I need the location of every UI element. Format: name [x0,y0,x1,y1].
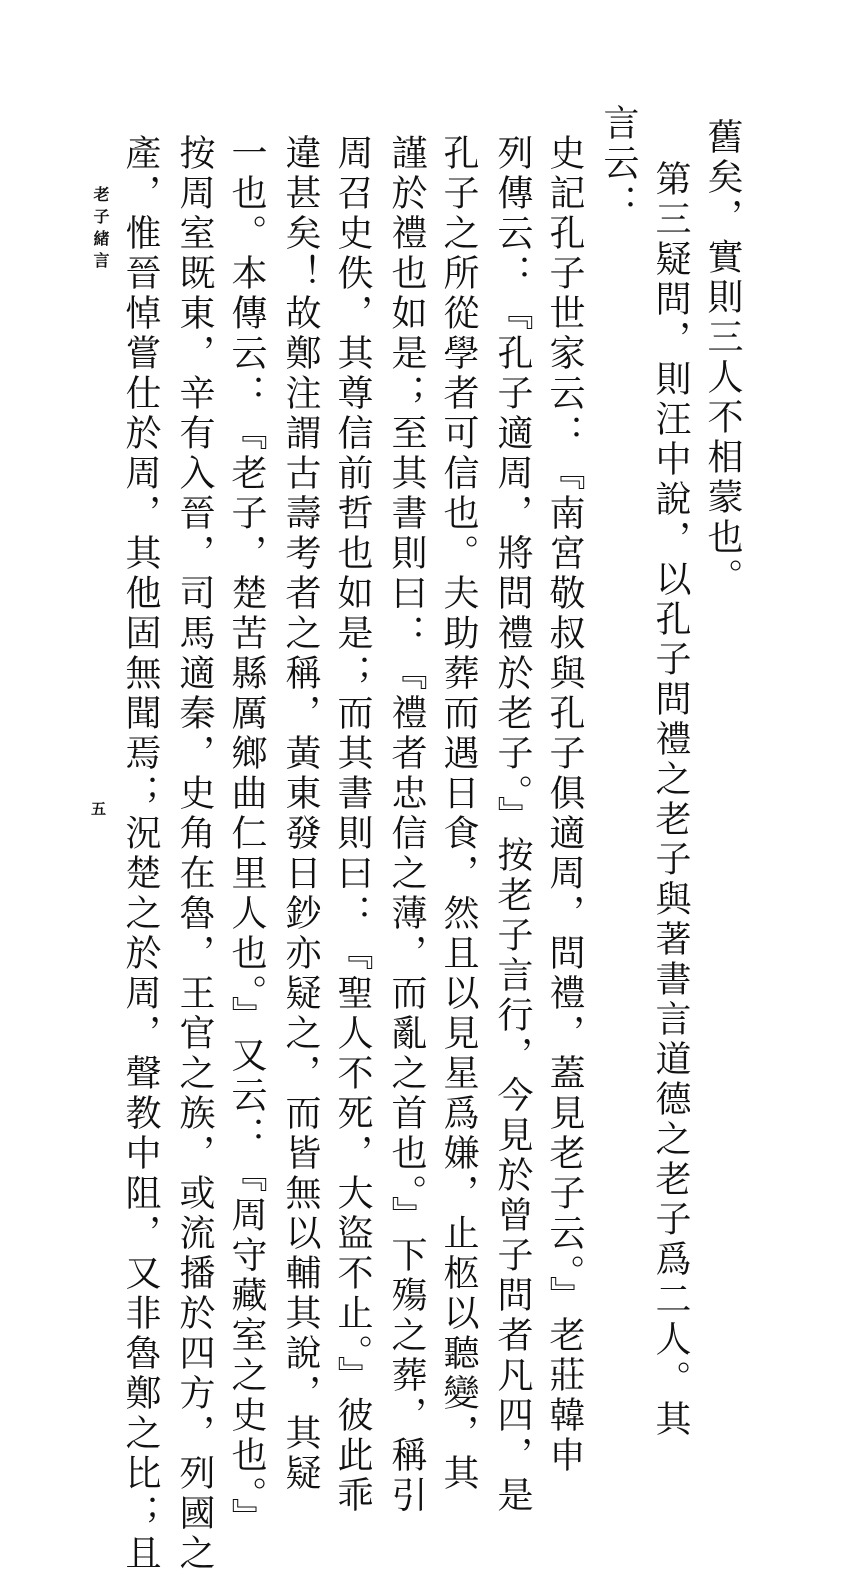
text-line-10: 一也。本傳云：『老子，楚苦縣厲鄉曲仁里人也。』又云：『周守藏室之史也。』 [226,134,267,1538]
text-line-2: 第三疑問，則汪中說，以孔子問禮之老子與著書言道德之老子爲二人。其 [650,160,691,1440]
text-line-4: 史記孔子世家云：『南宮敬叔與孔子俱適周，問禮，蓋見老子云。』老莊韓申 [544,134,585,1476]
page-number: 五 [91,800,107,818]
text-line-5: 列傳云：『孔子適周，將問禮於老子。』按老子言行，今見於曾子問者凡四，是 [492,134,533,1516]
text-line-8: 周召史佚，其尊信前哲也如是；而其書則曰：『聖人不死，大盜不止。』彼此乖 [332,134,373,1516]
text-line-1: 舊矣，實則三人不相蒙也。 [702,118,743,598]
text-line-12: 產，惟晉悼嘗仕於周，其他固無聞焉；況楚之於周，聲教中阻，又非魯鄭之比；且 [120,134,161,1574]
text-line-6: 孔子之所從學者可信也。夫助葬而遇日食，然且以見星爲嫌，止柩以聽變，其 [438,134,479,1494]
running-header: 老子緒言 [91,186,110,274]
text-line-7: 謹於禮也如是；至其書則曰：『禮者忠信之薄，而亂之首也。』下殤之葬，稱引 [386,134,427,1516]
text-line-3: 言云： [598,104,639,224]
text-line-11: 按周室既東，辛有入晉，司馬適秦，史角在魯，王官之族，或流播於四方，列國之 [174,134,215,1574]
text-line-9: 違甚矣！故鄭注謂古壽考者之稱，黃東發日鈔亦疑之，而皆無以輔其說，其疑 [280,134,321,1494]
